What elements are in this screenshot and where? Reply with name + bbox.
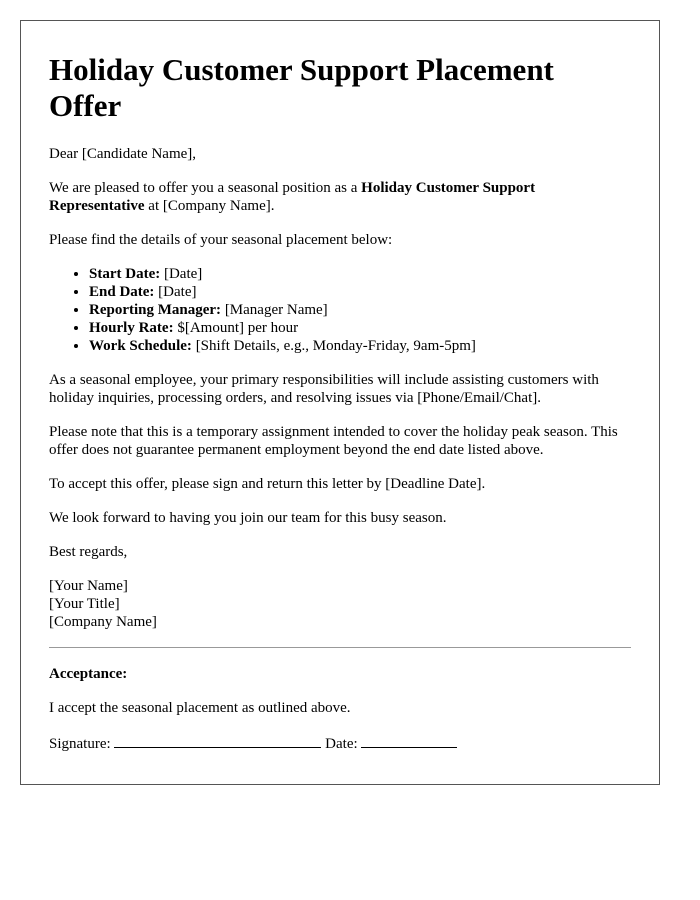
intro-text-after: at [Company Name]. xyxy=(144,198,275,214)
sender-block xyxy=(49,577,631,631)
signature-line xyxy=(49,733,631,753)
signature-label: Signature: xyxy=(49,736,111,752)
detail-label: Reporting Manager: xyxy=(89,302,222,318)
date-field[interactable] xyxy=(361,733,457,748)
detail-value: [Date] xyxy=(154,284,197,300)
temporary-note-paragraph: Please note that this is a temporary assignment intended to cover the holiday peak season. This offer does not guarantee permanent employment beyond the end date listed above. xyxy=(49,424,618,458)
detail-hourly-rate xyxy=(89,319,631,337)
detail-value: [Manager Name] xyxy=(221,302,328,318)
responsibilities-paragraph: As a seasonal employee, your primary responsibilities will include assisting customers with holiday inquiries, processing orders, and resolving issues via [Phone/Email/Chat]. xyxy=(49,372,599,406)
sender-company: [Company Name] xyxy=(49,614,157,630)
date-label: Date: xyxy=(325,736,358,752)
detail-value: [Shift Details, e.g., Monday-Friday, 9am-5pm] xyxy=(191,338,476,354)
detail-start-date xyxy=(89,265,631,283)
acceptance-heading-text: Acceptance: xyxy=(49,666,128,682)
accept-instruction: To accept this offer, please sign and return this letter by [Deadline Date]. xyxy=(49,476,486,492)
sign-off: Best regards, xyxy=(49,544,128,560)
greeting: Dear [Candidate Name], xyxy=(49,146,197,162)
intro-text-before: We are pleased to offer you a seasonal position as a xyxy=(49,180,362,196)
closing-line: We look forward to having you join our team for this busy season. xyxy=(49,510,447,526)
intro-paragraph xyxy=(49,179,631,215)
acceptance-statement: I accept the seasonal placement as outlined above. xyxy=(49,700,351,716)
detail-label: End Date: xyxy=(89,284,155,300)
detail-value: [Date] xyxy=(160,266,203,282)
offer-letter xyxy=(20,20,660,785)
detail-work-schedule xyxy=(89,337,631,355)
detail-label: Hourly Rate: xyxy=(89,320,174,336)
acceptance-heading xyxy=(49,665,631,683)
letter-title: Holiday Customer Support Placement Offer xyxy=(49,52,554,123)
placement-details-list xyxy=(49,265,631,355)
detail-label: Work Schedule: xyxy=(89,338,192,354)
section-divider xyxy=(49,647,631,648)
detail-label: Start Date: xyxy=(89,266,161,282)
detail-reporting-manager xyxy=(89,301,631,319)
sender-title: [Your Title] xyxy=(49,596,120,612)
detail-end-date xyxy=(89,283,631,301)
position-title: Holiday Customer Support Representative xyxy=(49,180,536,214)
sender-name: [Your Name] xyxy=(49,578,128,594)
details-intro: Please find the details of your seasonal placement below: xyxy=(49,232,393,248)
signature-field[interactable] xyxy=(114,733,321,748)
detail-value: $[Amount] per hour xyxy=(173,320,299,336)
